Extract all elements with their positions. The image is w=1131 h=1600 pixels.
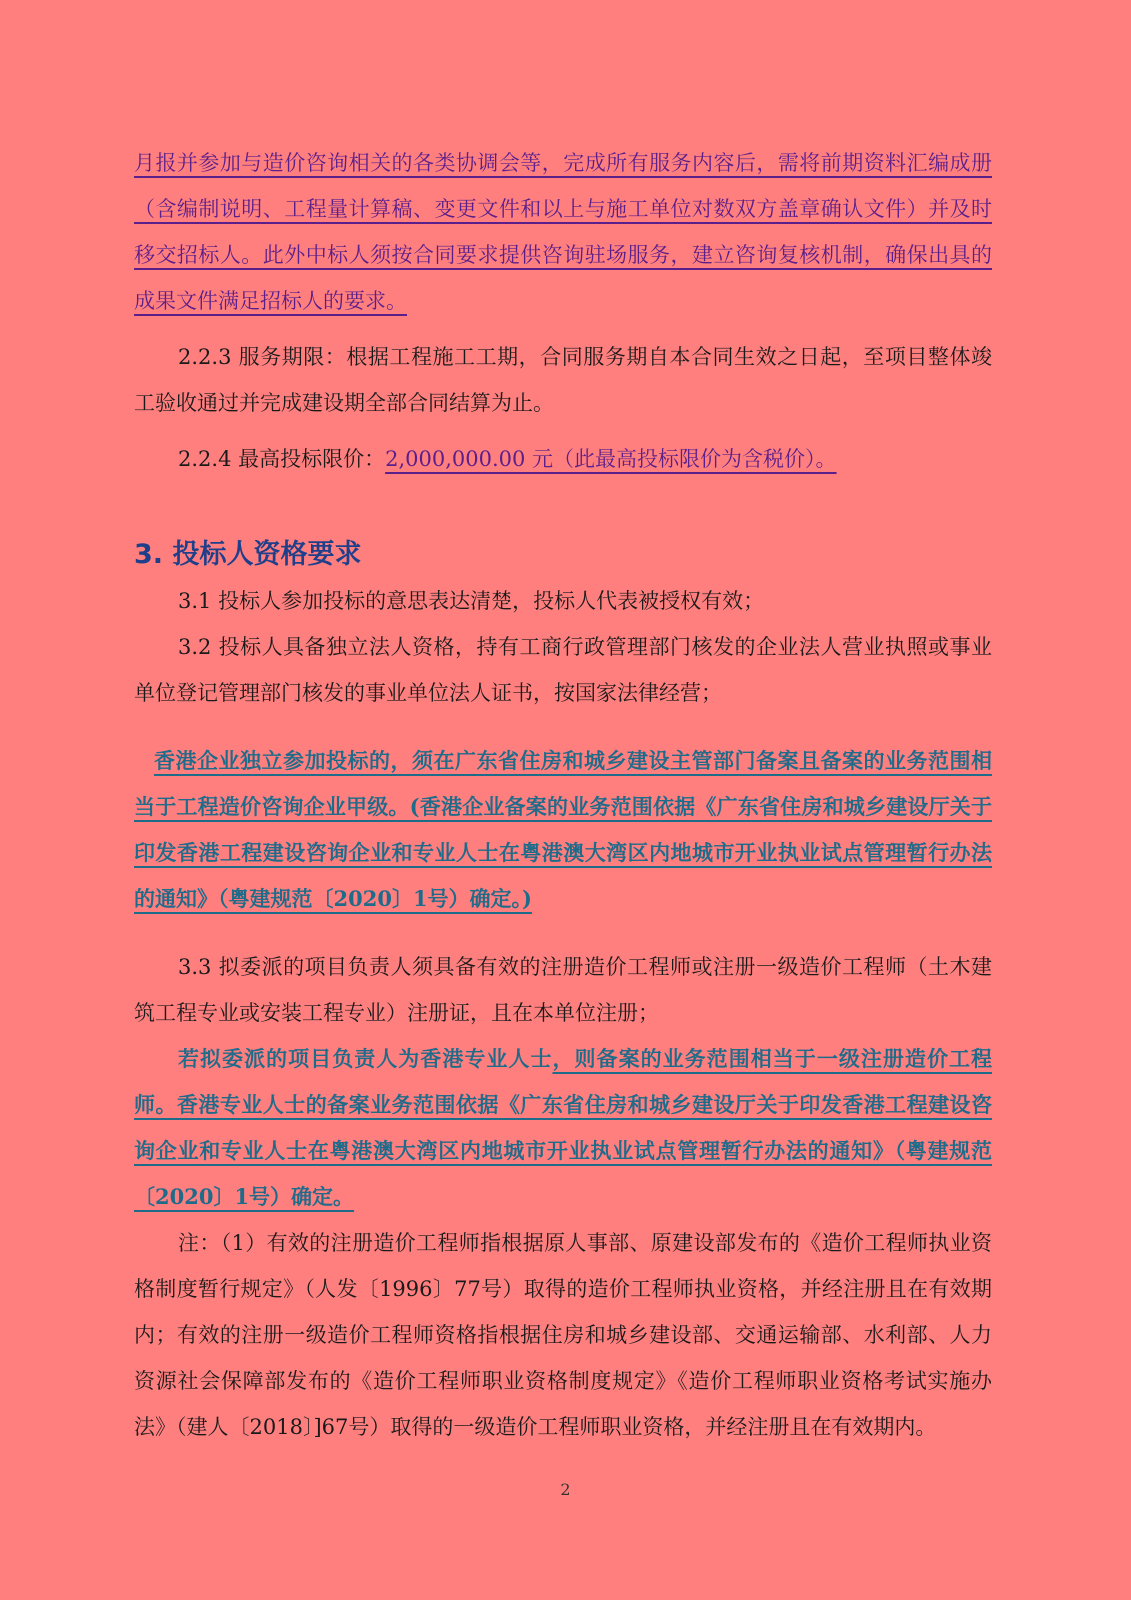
- note-paragraph: 注：（1）有效的注册造价工程师指根据原人事部、原建设部发布的《造价工程师执业资格制度暂行规定》（人发〔1996〕77号）取得的造价工程师执业资格，并经注册且在有效期内；有效的注册一级造价工程师资格指根据住房和城乡建设部、交通运输部、水利部、人力资源社会保障部发布的《造价工程师职业资格制度规定》《造价工程师职业资格考试实施办法》（建人〔2018〕]67号）取得的一级造价工程师职业资格，并经注册且在有效期内。: [134, 1231, 992, 1439]
- item-2-2-4-label: 2.2.4 最高投标限价：: [178, 447, 386, 471]
- paragraph-continuation-text: 月报并参加与造价咨询相关的各类协调会等，完成所有服务内容后，需将前期资料汇编成册（含编制说明、工程量计算稿、变更文件和以上与施工单位对数双方盖章确认文件）并及时移交招标人。此外中标人须按合同要求提供咨询驻场服务，建立咨询复核机制，确保出具的成果文件满足招标人的要求。: [134, 151, 992, 313]
- document-body: [134, 140, 992, 1450]
- item-2-2-4: [134, 436, 992, 482]
- hk-professional-paragraph: [134, 1036, 992, 1220]
- max-bid-price: 2,000,000.00 元（此最高投标限价为含税价）。: [385, 447, 837, 471]
- hk-enterprise-paragraph: [134, 738, 992, 922]
- item-3-1: 3.1 投标人参加投标的意思表达清楚，投标人代表被授权有效；: [178, 589, 765, 613]
- hk-professional-rest: ，则备案的业务范围相当于一级注册造价工程师。香港专业人士的备案业务范围依据《广东省住房和城乡建设厅关于印发香港工程建设咨询企业和专业人士在粤港澳大湾区内地城市开业执业试点管理暂行办法的通知》（粤建规范〔2020〕1号）确定。: [134, 1046, 993, 1209]
- paragraph-continuation: [134, 140, 992, 324]
- item-3-2: 3.2 投标人具备独立法人资格，持有工商行政管理部门核发的企业法人营业执照或事业单位登记管理部门核发的事业单位法人证书，按国家法律经营；: [134, 635, 992, 705]
- page-number: 2: [560, 1480, 571, 1499]
- hk-enterprise-text: 香港企业独立参加投标的，须在广东省住房和城乡建设主管部门备案且备案的业务范围相当于工程造价咨询企业甲级。(香港企业备案的业务范围依据《广东省住房和城乡建设厅关于印发香港工程建设咨询企业和专业人士在粤港澳大湾区内地城市开业执业试点管理暂行办法的通知》（粤建规范〔2020〕1号）确定。): [134, 748, 992, 911]
- item-3-3: 3.3 拟委派的项目负责人须具备有效的注册造价工程师或注册一级造价工程师（土木建筑工程专业或安装工程专业）注册证，且在本单位注册；: [134, 955, 992, 1025]
- hk-professional-lead: 若拟委派的项目负责人为香港专业人士: [178, 1046, 553, 1071]
- item-2-2-3: 2.2.3 服务期限：根据工程施工工期，合同服务期自本合同生效之日起，至项目整体竣工验收通过并完成建设期全部合同结算为止。: [134, 345, 992, 415]
- section-3-title: 3. 投标人资格要求: [134, 539, 362, 570]
